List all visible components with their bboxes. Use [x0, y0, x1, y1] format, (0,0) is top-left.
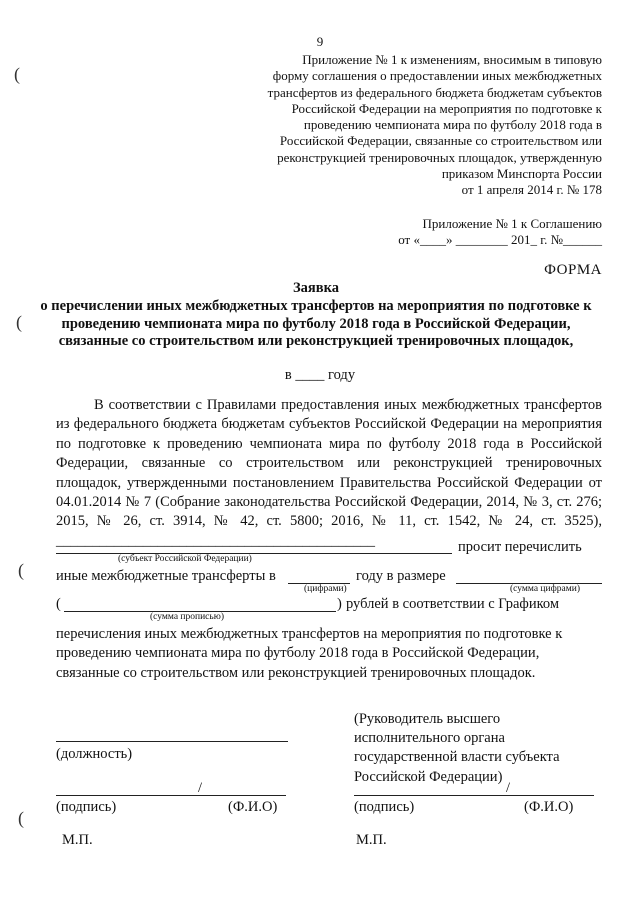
binding-hole-mark: ( [18, 560, 24, 580]
left-signature-slash: / [198, 780, 203, 796]
appendix-note-line: форму соглашения о предоставлении иных межбюджетных [272, 68, 602, 84]
transfers-text: иные межбюджетные трансферты в [56, 568, 276, 584]
subject-line [56, 553, 452, 554]
sum-words-caption: (сумма прописью) [150, 612, 224, 622]
open-paren: ( [56, 596, 61, 612]
year-in-size-text: году в размере [356, 568, 446, 584]
appendix-note-line: Российской Федерации на мероприятия по подготовке к [291, 100, 602, 116]
appendix-note-line: Российской Федерации, связанные со строительством или [279, 133, 602, 149]
body-paragraph-1-text: В соответствии с Правилами предоставления иных межбюджетных трансфертов из федерального бюджета бюджетам субъектов Российской Федерации на мероприятия по подготовке к проведению чемпионата мира по футболу 2018 года в Российской Федерации, связанные со строительством или реконструкцией тренировочных площадок, утвержденными постановлением Правительства Российской Федерации от 04.01.2014 № 7 (Собрание законодательства Российской Федерации, 2014, № 3, ст. 276; 2015, № 26, ст. 3914, № 42, ст. 5800; 2016, № 11, ст. 1542, № 24, ст. 3525), ____________________________________________ [56, 397, 602, 549]
close-paren: ) [337, 596, 342, 612]
appendix-note-line: реконструкцией тренировочных площадок, утвержденную [277, 149, 602, 165]
binding-hole-mark: ( [14, 64, 20, 84]
position-label: (должность) [56, 746, 133, 762]
right-signature-slash: / [506, 780, 511, 796]
left-name-label: (Ф.И.О) [228, 799, 278, 815]
rubles-text: рублей в соответствии с Графиком [346, 596, 560, 612]
subject-caption: (субъект Российской Федерации) [118, 554, 252, 564]
document-title: Заявка [293, 280, 339, 296]
digits-caption: (цифрами) [304, 584, 347, 594]
agreement-note-line: Приложение № 1 к Соглашению [422, 216, 602, 231]
agreement-note [398, 216, 602, 249]
appendix-note-line: Приложение № 1 к изменениям, вносимым в типовую [302, 52, 602, 67]
page-number: 9 [316, 34, 324, 49]
binding-hole-mark: ( [16, 312, 22, 332]
right-seal-label: М.П. [356, 832, 387, 848]
body-paragraph-1 [56, 396, 602, 551]
form-label: ФОРМА [544, 262, 602, 278]
left-seal-label: М.П. [62, 832, 93, 848]
left-signature-line [56, 795, 286, 796]
document-subtitle: о перечислении иных межбюджетных трансфертов на мероприятия по подготовке к проведению чемпионата мира по футболу 2018 года в Российской Федерации, связанные со строительством или реконструкцией тренировочных площадок, [40, 298, 592, 349]
appendix-note-line: трансфертов из федерального бюджета бюджетам субъектов [267, 84, 602, 100]
appendix-note-line: от 1 апреля 2014 г. № 178 [461, 182, 602, 198]
left-signature-label: (подпись) [56, 799, 117, 815]
binding-hole-mark: ( [18, 808, 24, 828]
body-paragraph-2: перечисления иных межбюджетных трансфертов на мероприятия по подготовке к проведению чемпионата мира по футболу 2018 года в Российской Федерации, связанные со строительством или реконструкцией тренировочных площадок. [56, 626, 563, 681]
agreement-date-line: от «____» ________ 201_ г. №______ [398, 232, 602, 248]
right-signature-label: (подпись) [354, 799, 415, 815]
appendix-note [268, 52, 602, 199]
sum-digits-caption: (сумма цифрами) [510, 584, 580, 594]
position-line [56, 741, 288, 742]
appendix-note-line: проведению чемпионата мира по футболу 2018 года в [303, 117, 602, 133]
right-signature-line [354, 795, 594, 796]
year-line: в ____ году [284, 367, 356, 383]
requests-text: просит перечислить [458, 539, 582, 555]
head-of-executive-block: (Руководитель высшего исполнительного органа государственной власти субъекта Российской Федерации) [354, 711, 560, 785]
appendix-note-line: приказом Минспорта России [441, 166, 602, 182]
right-name-label: (Ф.И.О) [524, 799, 574, 815]
